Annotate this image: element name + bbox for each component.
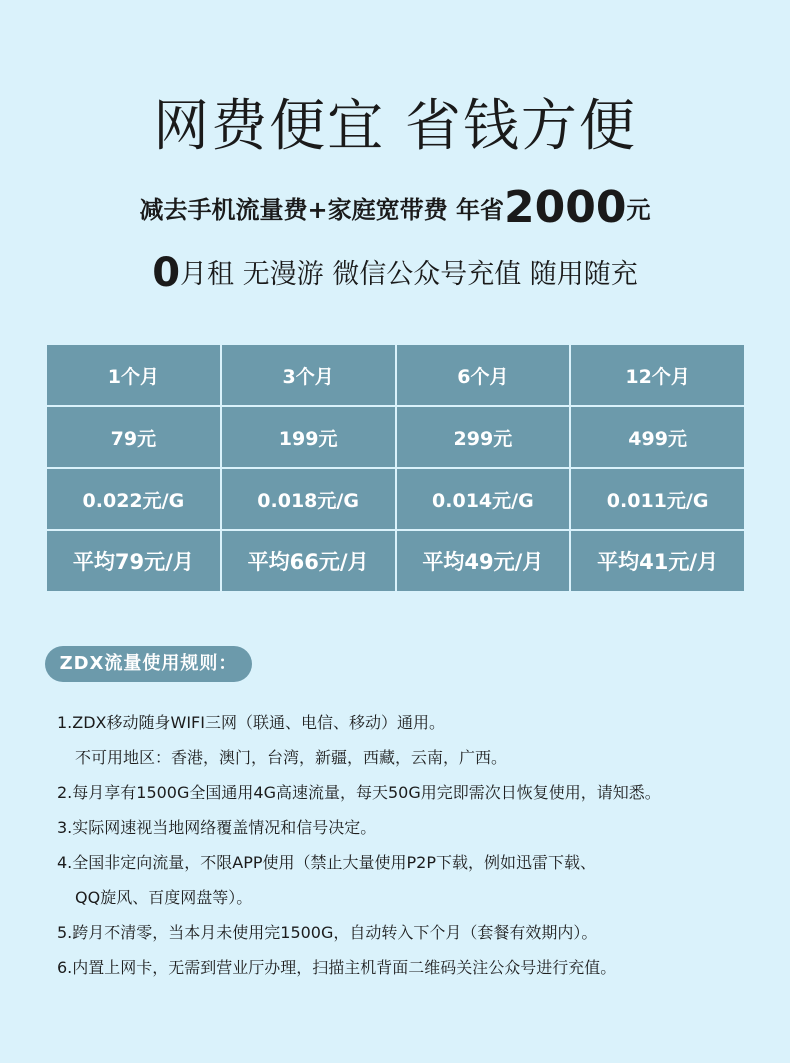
rules-list — [57, 705, 777, 985]
duration-cell: 3个月 — [221, 344, 396, 406]
monthly-avg-cell: 平均41元/月 — [570, 530, 745, 592]
price-cell: 79元 — [46, 406, 221, 468]
zero-rent-number: 0 — [152, 250, 181, 296]
features-text: 月租 无漫游 微信公众号充值 随用随充 — [180, 259, 638, 290]
rule-item: 1.ZDX移动随身WIFI三网（联通、电信、移动）通用。 — [57, 713, 445, 732]
unit-price-cell: 0.014元/G — [396, 468, 571, 530]
table-row-prices — [46, 406, 745, 468]
duration-cell: 6个月 — [396, 344, 571, 406]
duration-cell: 12个月 — [570, 344, 745, 406]
monthly-avg-cell: 平均49元/月 — [396, 530, 571, 592]
table-row-durations — [46, 344, 745, 406]
features-line — [0, 250, 790, 296]
price-cell: 299元 — [396, 406, 571, 468]
rule-item-continuation: 不可用地区：香港，澳门，台湾，新疆，西藏，云南，广西。 — [75, 748, 508, 767]
unit-price-cell: 0.022元/G — [46, 468, 221, 530]
rules-title-badge: ZDX流量使用规则： — [45, 646, 252, 682]
unit-price-cell: 0.018元/G — [221, 468, 396, 530]
unit-price-cell: 0.011元/G — [570, 468, 745, 530]
savings-amount: 2000 — [504, 182, 627, 233]
table-row-monthly-average — [46, 530, 745, 592]
savings-suffix: 元 — [626, 196, 651, 224]
table-row-unit-prices — [46, 468, 745, 530]
rule-item: 4.全国非定向流量，不限APP使用（禁止大量使用P2P下载，例如迅雷下载、 — [57, 853, 596, 872]
savings-line — [0, 182, 790, 233]
rule-item: 3.实际网速视当地网络覆盖情况和信号决定。 — [57, 818, 377, 837]
savings-prefix: 减去手机流量费+家庭宽带费 年省 — [139, 196, 504, 224]
duration-cell: 1个月 — [46, 344, 221, 406]
monthly-avg-cell: 平均79元/月 — [46, 530, 221, 592]
rule-item: 2.每月享有1500G全国通用4G高速流量，每天50G用完即需次日恢复使用，请知悉。 — [57, 783, 661, 802]
monthly-avg-cell: 平均66元/月 — [221, 530, 396, 592]
price-table — [45, 343, 746, 593]
rule-item-continuation: QQ旋风、百度网盘等）。 — [75, 888, 253, 907]
rule-item: 6.内置上网卡，无需到营业厅办理，扫描主机背面二维码关注公众号进行充值。 — [57, 958, 617, 977]
rule-item: 5.跨月不清零，当本月未使用完1500G，自动转入下个月（套餐有效期内）。 — [57, 923, 598, 942]
headline: 网费便宜 省钱方便 — [153, 94, 637, 159]
price-cell: 199元 — [221, 406, 396, 468]
price-cell: 499元 — [570, 406, 745, 468]
